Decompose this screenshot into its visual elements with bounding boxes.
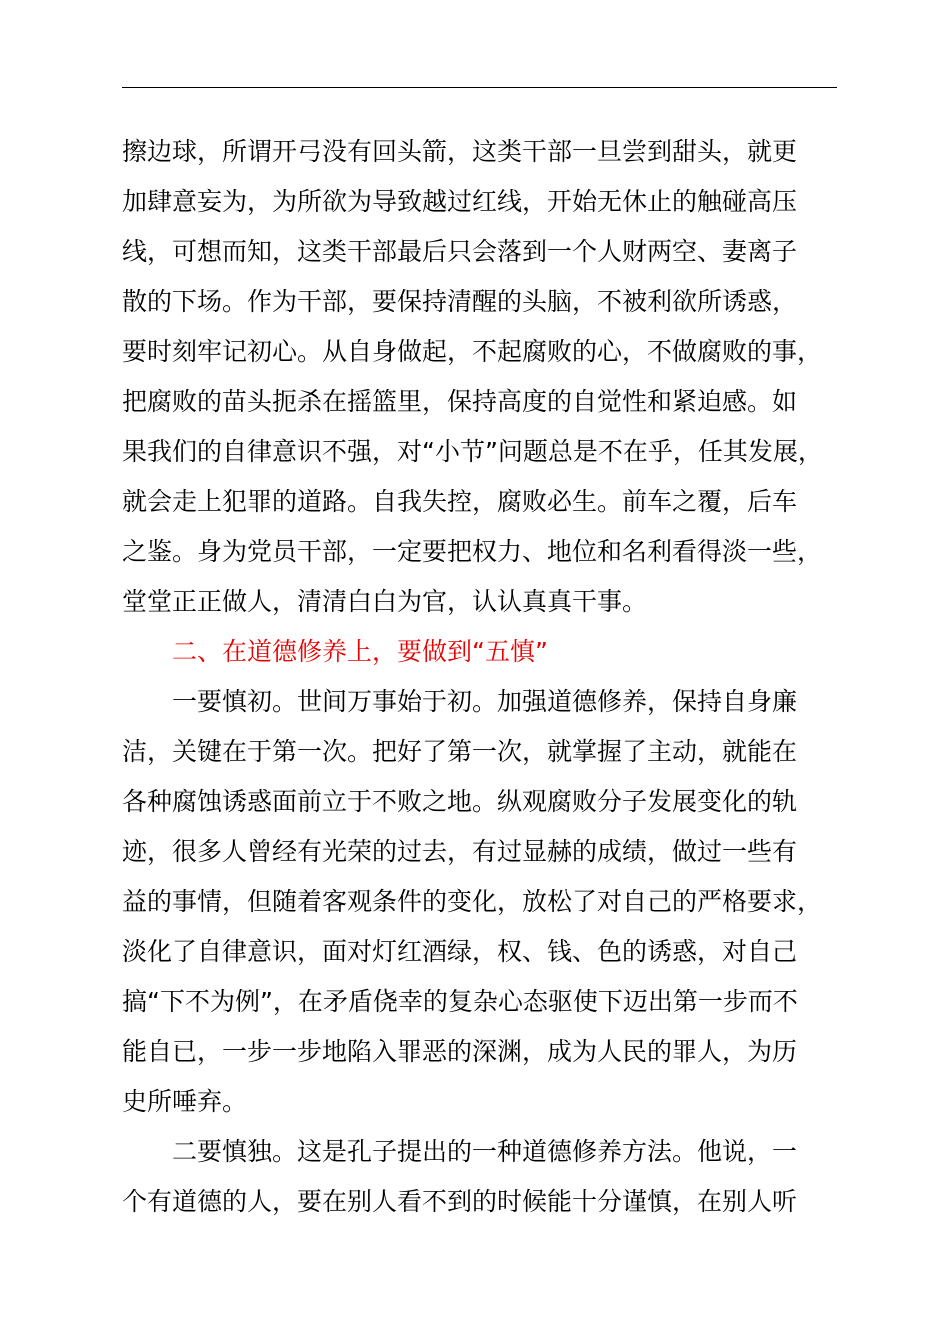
- paragraph-3: [122, 1127, 862, 1227]
- text-line: 要时刻牢记初心。从自身做起，不起腐败的心，不做腐败的事，: [122, 337, 823, 366]
- text-line: 能自已，一步一步地陷入罪恶的深渊，成为人民的罪人，为历: [122, 1037, 798, 1066]
- text-line: 擦边球，所谓开弓没有回头箭，这类干部一旦尝到甜头，就更: [122, 137, 798, 166]
- text-line: 迹，很多人曾经有光荣的过去，有过显赫的成绩，做过一些有: [122, 837, 798, 866]
- text-line: 之鉴。身为党员干部，一定要把权力、地位和名利看得淡一些，: [122, 537, 823, 566]
- text-line: 个有道德的人，要在别人看不到的时候能十分谨慎，在别人听: [122, 1187, 798, 1216]
- text-line: 把腐败的苗头扼杀在摇篮里，保持高度的自觉性和紧迫感。如: [122, 387, 798, 416]
- paragraph-1: [122, 127, 862, 627]
- text-line: 散的下场。作为干部，要保持清醒的头脑，不被利欲所诱惑，: [122, 287, 798, 316]
- document-body: [122, 127, 862, 1227]
- text-line: 一要慎初。世间万事始于初。加强道德修养，保持自身廉: [172, 687, 798, 716]
- text-line: 各种腐蚀诱惑面前立于不败之地。纵观腐败分子发展变化的轨: [122, 787, 798, 816]
- text-line: 二要慎独。这是孔子提出的一种道德修养方法。他说，一: [172, 1137, 798, 1166]
- paragraph-2: [122, 677, 862, 1127]
- text-line: 果我们的自律意识不强，对“小节”问题总是不在乎，任其发展，: [122, 437, 823, 466]
- text-line: 史所唾弃。: [122, 1087, 248, 1116]
- text-line: 益的事情，但随着客观条件的变化，放松了对自己的严格要求，: [122, 887, 823, 916]
- section-heading: 二、在道德修养上，要做到“五慎”: [172, 637, 548, 666]
- text-line: 就会走上犯罪的道路。自我失控，腐败必生。前车之覆，后车: [122, 487, 798, 516]
- text-line: 堂堂正正做人，清清白白为官，认认真真干事。: [122, 587, 648, 616]
- text-line: 线，可想而知，这类干部最后只会落到一个人财两空、妻离子: [122, 237, 798, 266]
- text-line: 洁，关键在于第一次。把好了第一次，就掌握了主动，就能在: [122, 737, 798, 766]
- text-line: 淡化了自律意识，面对灯红酒绿，权、钱、色的诱惑，对自己: [122, 937, 798, 966]
- text-line: 搞“下不为例”，在矛盾侥幸的复杂心态驱使下迈出第一步而不: [122, 987, 798, 1016]
- text-line: 加肆意妄为，为所欲为导致越过红线，开始无休止的触碰高压: [122, 187, 798, 216]
- header-rule: [122, 87, 837, 88]
